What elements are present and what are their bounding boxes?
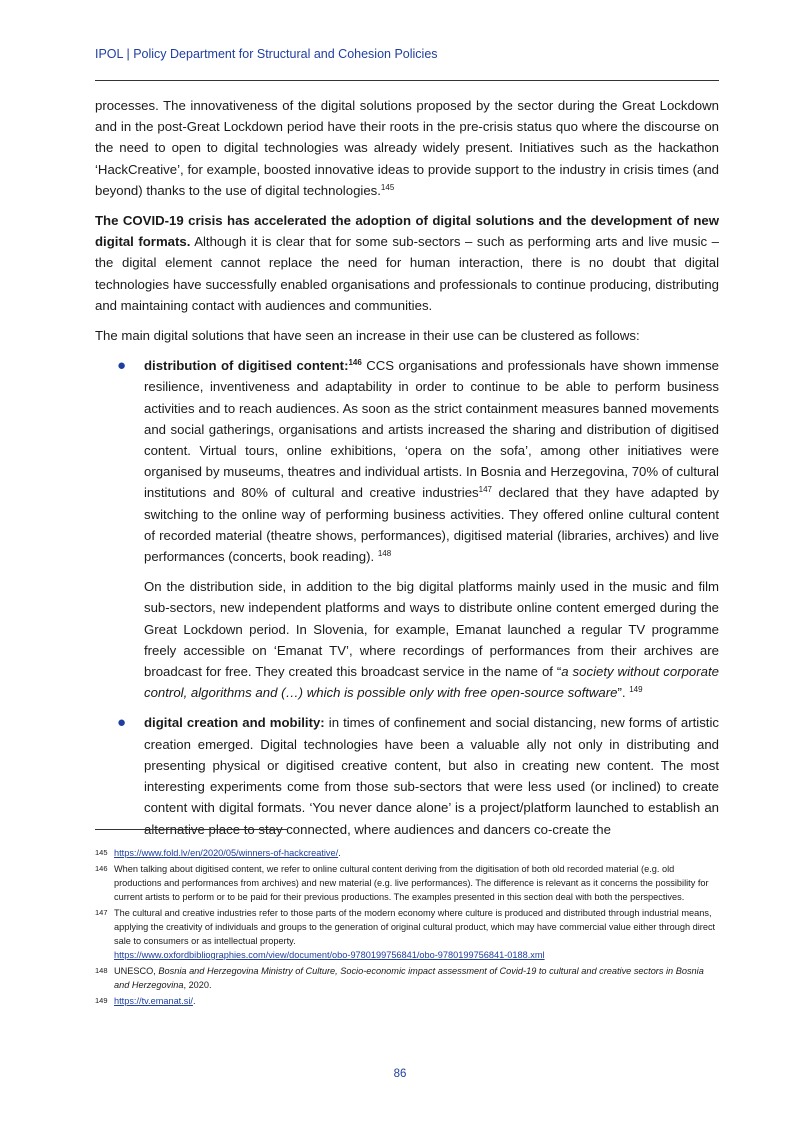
- paragraph-text: processes. The innovativeness of the digital solutions proposed by the sector during the Great Lockdown and in the post-Great Lockdown period have their roots in the pre-crisis status quo where the discourse on the need to open to digital technologies was already widely present. Initiatives such as the hackathon ‘HackCreative’, for example, boosted innovative ideas to provide support to the industry in crisis times (and beyond) thanks to the use of digital technologies.: [95, 98, 719, 198]
- paragraph-2: [95, 210, 719, 316]
- bullet-text: declared that they have adapted by switching to the online way of performing business activities. They offered online cultural content of recorded material (theatre shows, performances), digitised material (libraries, archives) and live performances (concerts, book reading).: [144, 485, 719, 565]
- footnote-text: .: [192, 996, 196, 1006]
- bullet-text: On the distribution side, in addition to the big digital platforms mainly used in the music and film sub-sectors, new independent platforms and ways to distribute online content emerged during the Great Lockdown period. In Slovenia, for example, Emanat launched a regular TV programme freely accessible on ‘Emanat TV’, where recordings of performances from their archives are broadcast for free. They created this broadcast service in the name of “: [144, 579, 719, 680]
- footnote: [95, 906, 719, 962]
- footnote: [95, 964, 719, 992]
- footnote-text: The cultural and creative industries refer to those parts of the modern economy where culture is produced and distributed through industrial means, applying the creativity of individuals and groups to the generation of original cultural product, which may have commercial value either through direct sale to consumers or as intellectual property.: [114, 908, 716, 946]
- footnote-number: 149: [95, 996, 108, 1005]
- running-header: IPOL | Policy Department for Structural and Cohesion Policies: [95, 47, 438, 61]
- footnote-ref[interactable]: 147: [478, 485, 493, 495]
- footnote-ref[interactable]: 148: [377, 549, 392, 559]
- bullet-paragraph: [144, 355, 719, 567]
- quote-italic: a society without corporate control, algorithms and (…) which is possible only with free open-source software: [144, 664, 719, 701]
- paragraph-3: The main digital solutions that have seen an increase in their use can be clustered as follows:: [95, 328, 640, 344]
- footnote-ref[interactable]: 146: [348, 358, 362, 368]
- bullet-paragraph: [144, 712, 719, 839]
- main-body: [95, 95, 719, 849]
- footnote-italic: Bosnia and Herzegovina Ministry of Culture, Socio-economic impact assessment of Covid-19 to cultural and creative sectors in Bosnia and Herzegovina: [114, 966, 704, 990]
- footnote: [95, 862, 719, 904]
- bullet-text: ”.: [617, 685, 626, 701]
- footnote-ref[interactable]: 145: [380, 182, 395, 192]
- bullet-paragraph: [144, 576, 719, 703]
- footnotes: [95, 846, 719, 1010]
- paragraph-1: [95, 95, 719, 201]
- footnote-number: 146: [95, 864, 108, 873]
- footnote-number: 148: [95, 966, 108, 975]
- header-rule: [95, 80, 719, 81]
- bullet-dot-icon: ●: [117, 357, 127, 375]
- footnote-rule: [95, 829, 288, 830]
- footnote-link[interactable]: https://www.oxfordbibliographies.com/view/document/obo-9780199756841/obo-9780199756841-0188.xml: [114, 950, 545, 960]
- footnote: [95, 994, 719, 1008]
- bullet-dot-icon: ●: [117, 714, 127, 732]
- bullet-title: distribution of digitised content:: [144, 358, 349, 374]
- footnote-text: UNESCO,: [114, 966, 159, 976]
- bullet-item: [95, 712, 719, 839]
- bullet-item: [95, 355, 719, 703]
- footnote-text: .: [338, 848, 341, 858]
- page-number: 86: [393, 1068, 407, 1080]
- footnote-ref[interactable]: 149: [629, 685, 643, 695]
- footnote: [95, 846, 719, 860]
- paragraph-bold-lead: The COVID-19 crisis has accelerated the adoption of digital solutions and the development of new digital formats.: [95, 213, 719, 250]
- bullet-text: in times of confinement and social distancing, new forms of artistic creation emerged. Digital technologies have been a valuable ally not only in distributing and presenting physical or digitised creative content, but also in creating new content. The most interesting experiments come from those sub-sectors that were less used (or inclined) to create content with digital formats. ‘You never dance alone’ is a project/platform launched to establish an alternative place to stay connected, where audiences and dancers co-create the: [144, 715, 719, 837]
- footnote-number: 147: [95, 908, 108, 917]
- footnote-link[interactable]: https://tv.emanat.si/: [114, 996, 193, 1006]
- paragraph-text: Although it is clear that for some sub-sectors – such as performing arts and live music – the digital element cannot replace the need for human interaction, there is no doubt that digital technologies have successfully enabled organisations and professionals to continue producing, distributing and maintaining contact with audiences and communities.: [95, 234, 720, 313]
- footnote-link[interactable]: https://www.fold.lv/en/2020/05/winners-of-hackcreative/: [114, 848, 339, 858]
- bullet-title: digital creation and mobility:: [144, 715, 325, 731]
- footnote-text: When talking about digitised content, we refer to online cultural content deriving from the digitisation of both old recorded material (e.g. old productions and performances from archives) and new material (e.g. live performances). The difference is relevant as it concerns the possibility for current artists to perform or to be paid for their previous productions. The examples presented in this section deal with both the perspectives.: [114, 864, 709, 902]
- bullet-text: CCS organisations and professionals have shown immense resilience, inventiveness and adaptability in order to continue to be able to perform business activities and to reach audiences. As soon as the strict containment measures banned movements and social gatherings, organisations and artists increased the sharing and distribution of digitised content. Virtual tours, online exhibitions, ‘opera on the sofa’, among other initiatives were organised by museums, theatres and individual artists. In Bosnia and Herzegovina, 70% of cultural institutions and 80% of cultural and creative industries: [144, 358, 719, 501]
- footnote-text: , 2020.: [183, 980, 212, 990]
- footnote-number: 145: [95, 848, 108, 857]
